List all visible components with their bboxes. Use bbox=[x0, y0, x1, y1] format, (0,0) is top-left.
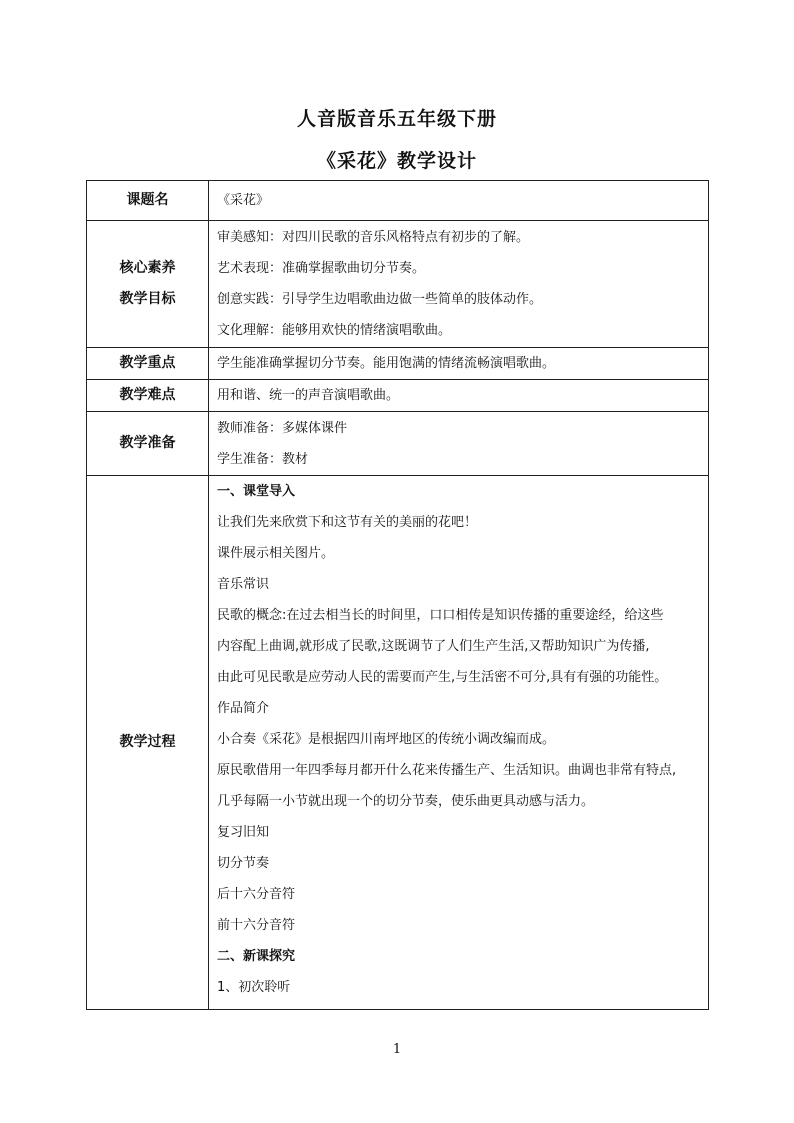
key-point-text: 学生能准确掌握切分节奏。能用饱满的情绪流畅演唱歌曲。 bbox=[217, 356, 556, 371]
row-difficulty bbox=[87, 380, 709, 412]
document-title: 人音版音乐五年级下册 bbox=[296, 108, 497, 130]
goals-label-line1: 核心素养 bbox=[119, 260, 176, 276]
goal-line: 文化理解：能够用欢快的情绪演唱歌曲。 bbox=[217, 323, 452, 338]
difficulty-label: 教学难点 bbox=[87, 380, 209, 412]
topic-cell bbox=[209, 181, 709, 221]
process-line: 切分节奏 bbox=[217, 856, 270, 871]
process-line: 后十六分音符 bbox=[217, 887, 296, 902]
difficulty-cell bbox=[209, 380, 709, 412]
goals-label bbox=[87, 221, 209, 348]
process-line: 课件展示相关图片。 bbox=[217, 546, 335, 561]
key-point-cell bbox=[209, 348, 709, 380]
lesson-plan-table bbox=[86, 180, 709, 1010]
process-line: 1、初次聆听 bbox=[217, 980, 291, 995]
key-point-label: 教学重点 bbox=[87, 348, 209, 380]
process-line: 作品简介 bbox=[217, 701, 270, 716]
preparation-cell bbox=[209, 412, 709, 476]
process-cell bbox=[209, 476, 709, 1010]
row-preparation bbox=[87, 412, 709, 476]
process-line: 前十六分音符 bbox=[217, 918, 296, 933]
process-line: 由此可见民歌是应劳动人民的需要而产生,与生活密不可分,具有有强的功能性。 bbox=[217, 670, 668, 685]
topic-label: 课题名 bbox=[87, 181, 209, 221]
goals-cell bbox=[209, 221, 709, 348]
process-line: 小合奏《采花》是根据四川南坪地区的传统小调改编而成。 bbox=[217, 732, 556, 747]
preparation-line: 教师准备：多媒体课件 bbox=[217, 420, 348, 436]
process-label: 教学过程 bbox=[87, 476, 209, 1010]
topic-text: 《采花》 bbox=[217, 193, 270, 208]
process-line: 让我们先来欣赏下和这节有关的美丽的花吧！ bbox=[217, 515, 478, 530]
process-line: 民歌的概念:在过去相当长的时间里，口口相传是知识传播的重要途经，给这些 bbox=[217, 608, 664, 623]
process-line: 几乎每隔一小节就出现一个的切分节奏，使乐曲更具动感与活力。 bbox=[217, 794, 595, 809]
row-process bbox=[87, 476, 709, 1010]
document-subtitle: 《采花》教学设计 bbox=[316, 150, 477, 172]
section-heading: 一、课堂导入 bbox=[217, 484, 296, 499]
goal-line: 审美感知：对四川民歌的音乐风格特点有初步的了解。 bbox=[217, 230, 530, 245]
goal-line: 艺术表现：准确掌握歌曲切分节奏。 bbox=[217, 261, 426, 276]
row-goals bbox=[87, 221, 709, 348]
process-line: 复习旧知 bbox=[217, 825, 270, 840]
process-line: 内容配上曲调,就形成了民歌,这既调节了人们生产生活,又帮助知识广为传播, bbox=[217, 639, 650, 654]
page-number: 1 bbox=[392, 1042, 402, 1057]
process-line: 原民歌借用一年四季每月都开什么花来传播生产、生活知识。曲调也非常有特点, bbox=[217, 763, 677, 778]
goal-line: 创意实践：引导学生边唱歌曲边做一些简单的肢体动作。 bbox=[217, 292, 543, 307]
section-heading: 二、新课探究 bbox=[217, 949, 296, 964]
process-line: 音乐常识 bbox=[217, 577, 270, 592]
row-key-point bbox=[87, 348, 709, 380]
goals-label-line2: 教学目标 bbox=[119, 291, 176, 307]
row-topic bbox=[87, 181, 709, 221]
preparation-line: 学生准备：教材 bbox=[217, 451, 309, 467]
difficulty-text: 用和谐、统一的声音演唱歌曲。 bbox=[217, 388, 400, 403]
preparation-label: 教学准备 bbox=[87, 412, 209, 476]
